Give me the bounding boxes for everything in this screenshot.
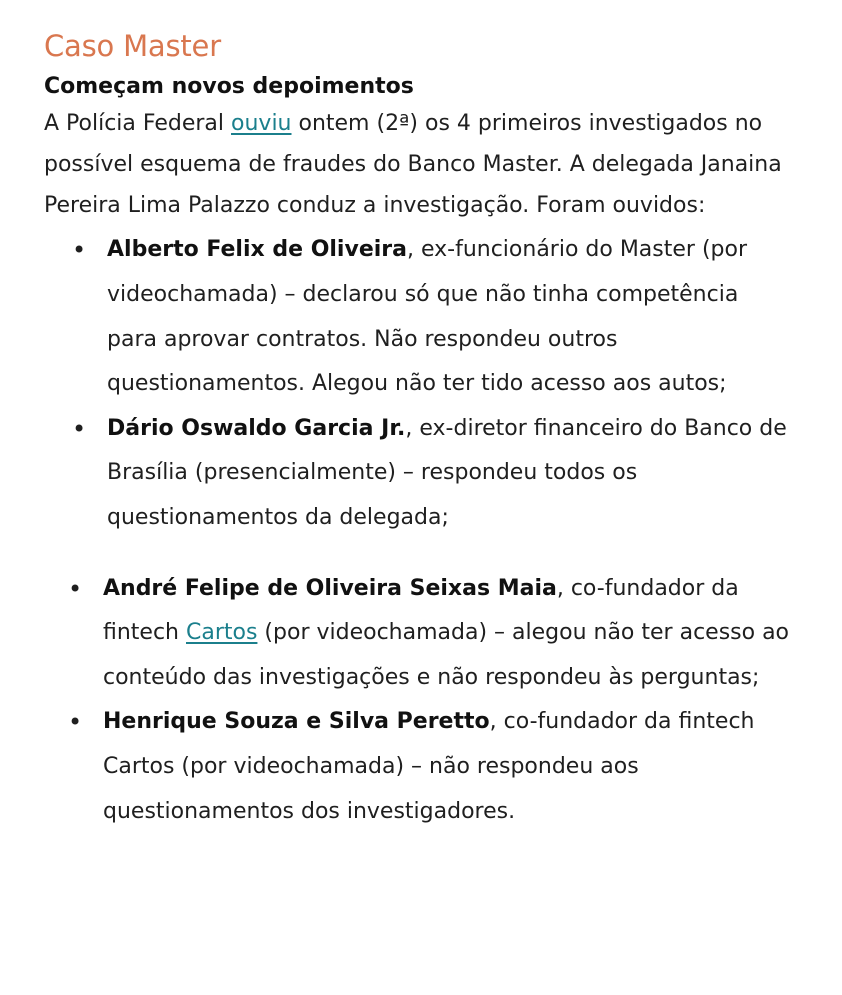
- person-name: André Felipe de Oliveira Seixas Maia: [103, 575, 557, 601]
- list-item: [44, 567, 793, 701]
- cartos-link[interactable]: Cartos: [186, 620, 258, 646]
- intro-paragraph: [44, 104, 804, 226]
- person-description: , ex-funcionário do Master (por videochamada) – declarou só que não tinha competência para aprovar contratos. Não respondeu outros questionamentos. Alegou não ter tido acesso aos autos;: [107, 237, 748, 397]
- person-name: Alberto Felix de Oliveira: [107, 237, 407, 263]
- bullet-icon: •: [68, 574, 83, 603]
- ouviu-link[interactable]: ouviu: [231, 111, 292, 136]
- list-item: [44, 228, 787, 406]
- article: [44, 26, 834, 834]
- bullet-icon: •: [68, 708, 83, 737]
- person-description: , ex-diretor financeiro do Banco de Brasília (presencialmente) – respondeu todos os questionamentos da delegada;: [107, 415, 787, 530]
- person-description: , co-fundador da fintech Cartos (por videochamada) – não respondeu aos questionamentos dos investigadores.: [103, 709, 755, 824]
- bullet-icon: •: [72, 236, 87, 265]
- person-name: Dário Oswaldo Garcia Jr.: [107, 415, 406, 441]
- person-description-start: , co-fundador da fintech: [103, 575, 739, 646]
- article-subtitle: Começam novos depoimentos: [44, 74, 414, 99]
- list-item: [44, 700, 793, 834]
- people-list: [44, 228, 834, 834]
- list-item: [44, 407, 787, 541]
- person-name: Henrique Souza e Silva Peretto: [103, 709, 490, 735]
- person-description-end: (por videochamada) – alegou não ter acesso ao conteúdo das investigações e não respondeu às perguntas;: [103, 620, 790, 690]
- bullet-icon: •: [72, 414, 87, 443]
- intro-text-end: ontem (2ª) os 4 primeiros investigados no possível esquema de fraudes do Banco Master. A delegada Janaina Pereira Lima Palazzo conduz a investigação. Foram ouvidos:: [44, 111, 782, 218]
- intro-text-start: A Polícia Federal: [44, 111, 232, 136]
- section-title: Caso Master: [44, 29, 221, 63]
